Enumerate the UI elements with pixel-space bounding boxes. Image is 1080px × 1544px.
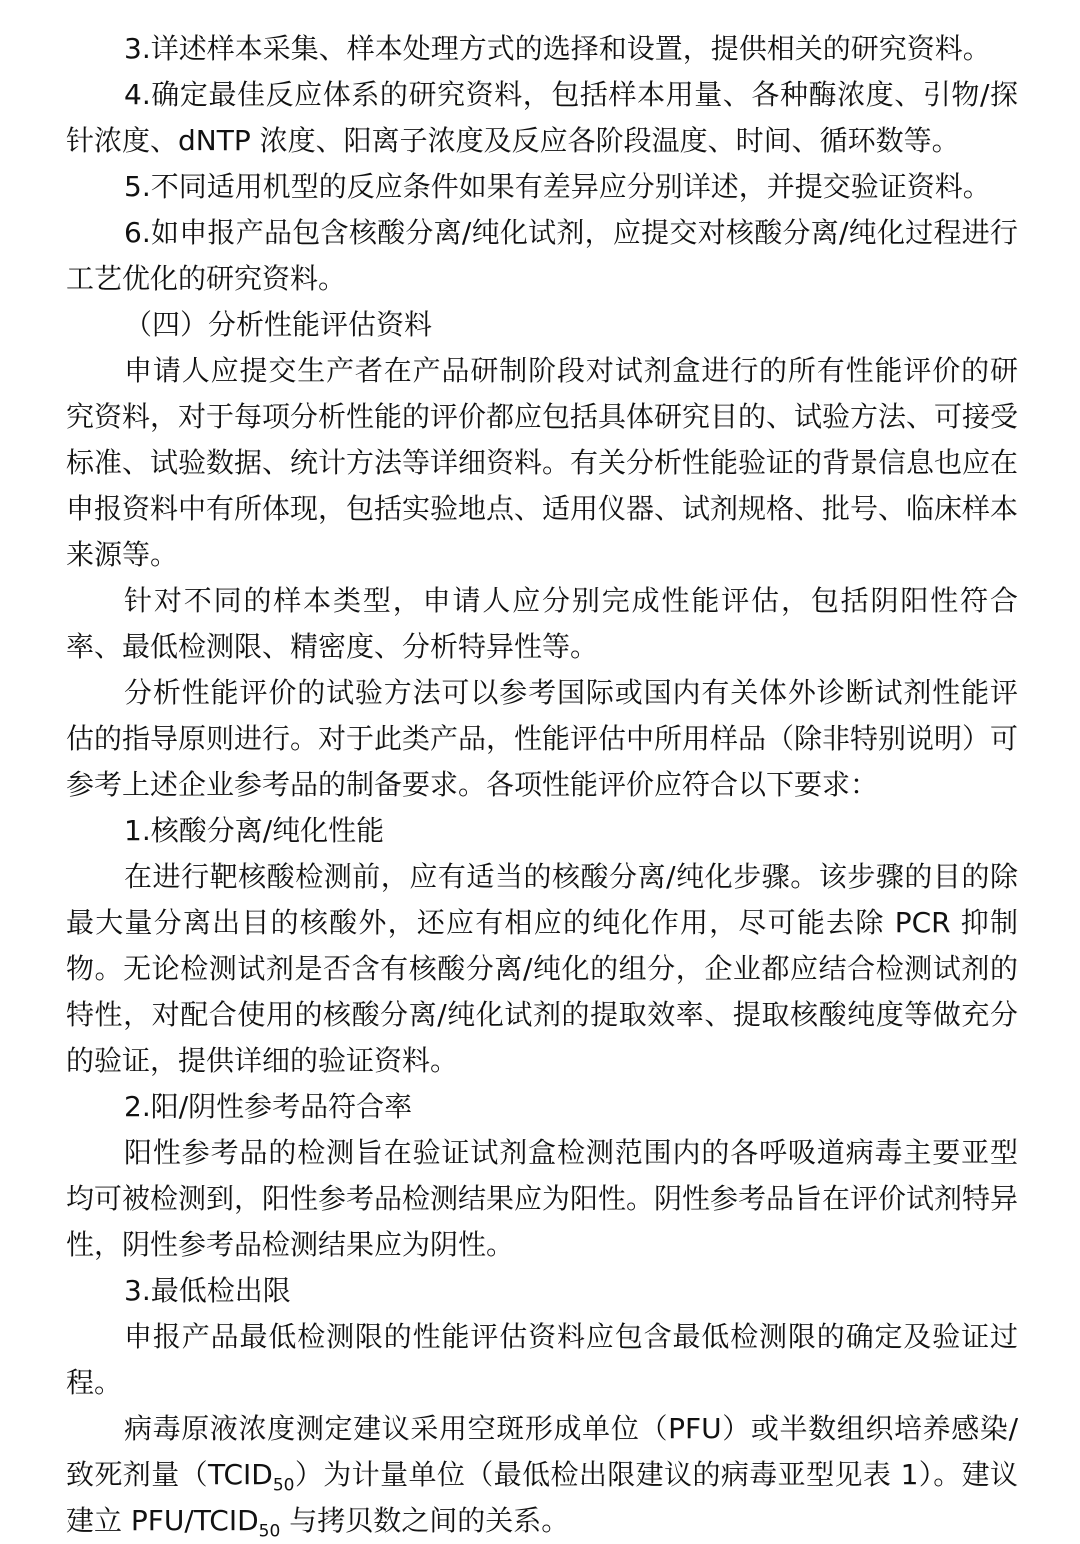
paragraph-body: 申报产品最低检测限的性能评估资料应包含最低检测限的确定及验证过程。 — [66, 1320, 1018, 1399]
paragraph-item-6: 6.如申报产品包含核酸分离/纯化试剂，应提交对核酸分离/纯化过程进行工艺优化的研究资料。 — [66, 216, 1018, 295]
subheading-reference-concordance: 2.阳/阴性参考品符合率 — [124, 1090, 413, 1123]
paragraph-body: 申请人应提交生产者在产品研制阶段对试剂盒进行的所有性能评价的研究资料，对于每项分析性能的评价都应包括具体研究目的、试验方法、可接受标准、试验数据、统计方法等详细资料。有关分析性能验证的背景信息也应在申报资料中有所体现，包括实验地点、适用仪器、试剂规格、批号、临床样本来源等。 — [66, 354, 1019, 571]
paragraph-body-with-subscript — [66, 1406, 1018, 1544]
paragraph-item-5: 5.不同适用机型的反应条件如果有差异应分别详述，并提交验证资料。 — [124, 170, 991, 203]
subheading-limit-of-detection: 3.最低检出限 — [124, 1274, 291, 1307]
text-run: 病毒原液浓度测定建议采用空斑形成单位（PFU）或半数组织培养感染/致死剂量（TCID — [66, 1412, 1018, 1491]
section-heading-analysis-performance: （四）分析性能评估资料 — [124, 308, 433, 341]
subscript: 50 — [272, 1475, 295, 1496]
document-page — [66, 26, 1018, 1544]
paragraph-item-3: 3.详述样本采集、样本处理方式的选择和设置，提供相关的研究资料。 — [124, 32, 991, 65]
paragraph-body: 在进行靶核酸检测前，应有适当的核酸分离/纯化步骤。该步骤的目的除最大量分离出目的核酸外，还应有相应的纯化作用，尽可能去除 PCR 抑制物。无论检测试剂是否含有核酸分离/纯化的组分，企业都应结合检测试剂的特性，对配合使用的核酸分离/纯化试剂的提取效率、提取核酸纯度等做充分的验证，提供详细的验证资料。 — [66, 860, 1018, 1077]
paragraph-body: 针对不同的样本类型，申请人应分别完成性能评估，包括阴阳性符合率、最低检测限、精密度、分析特异性等。 — [66, 584, 1018, 663]
paragraph-body: 阳性参考品的检测旨在验证试剂盒检测范围内的各呼吸道病毒主要亚型均可被检测到，阳性参考品检测结果应为阳性。阴性参考品旨在评价试剂特异性，阴性参考品检测结果应为阴性。 — [66, 1136, 1019, 1261]
subheading-nucleic-acid-purification: 1.核酸分离/纯化性能 — [124, 814, 385, 847]
paragraph-body: 分析性能评价的试验方法可以参考国际或国内有关体外诊断试剂性能评估的指导原则进行。对于此类产品，性能评估中所用样品（除非特别说明）可参考上述企业参考品的制备要求。各项性能评价应符合以下要求： — [66, 676, 1019, 801]
subscript: 50 — [258, 1521, 281, 1542]
paragraph-item-4: 4.确定最佳反应体系的研究资料，包括样本用量、各种酶浓度、引物/探针浓度、dNTP 浓度、阳离子浓度及反应各阶段温度、时间、循环数等。 — [66, 78, 1018, 157]
text-run: ）为计量单位（最低检出限建议的病毒亚型见表 1）。建议建立 PFU/TCID — [66, 1458, 1018, 1537]
text-run: 与拷贝数之间的关系。 — [280, 1504, 570, 1537]
